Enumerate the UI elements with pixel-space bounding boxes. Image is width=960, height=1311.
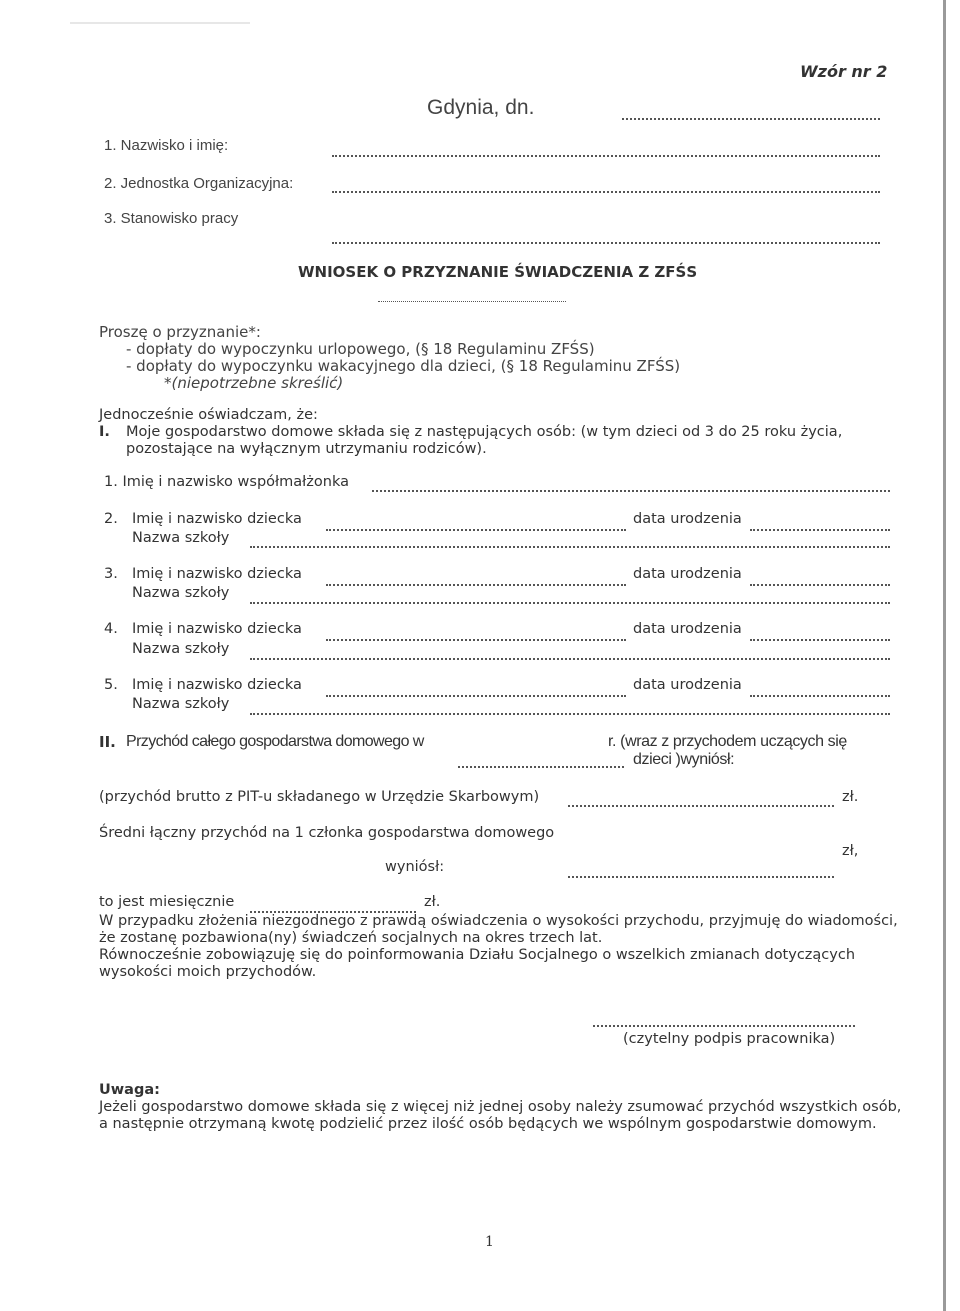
scan-edge <box>943 0 946 1311</box>
child-name-label: Imię i nazwisko dziecka <box>132 621 302 637</box>
child-school-field[interactable] <box>250 713 890 715</box>
child-school-field[interactable] <box>250 602 890 604</box>
child-dob-label: data urodzenia <box>633 566 742 582</box>
child-school-label: Nazwa szkoły <box>132 585 230 601</box>
city-date-label: Gdynia, dn. <box>427 96 535 119</box>
document-title: WNIOSEK O PRZYZNANIE ŚWIADCZENIA Z ZFŚS <box>298 263 698 281</box>
statement-line: Równocześnie zobowiązuję się do poinformowania Działu Socjalnego o wszelkich zmianach dotyczących <box>99 947 856 963</box>
section-2-label: Przychód całego gospodarstwa domowego w <box>126 733 424 750</box>
year-suffix-cont: dzieci )wyniósł: <box>633 751 735 768</box>
request-intro: Proszę o przyznanie*: <box>99 323 261 341</box>
child-dob-field[interactable] <box>750 529 890 531</box>
child-school-label: Nazwa szkoły <box>132 530 230 546</box>
signature-field[interactable] <box>593 1025 855 1027</box>
average-income-sublabel: wyniósł: <box>385 859 445 875</box>
request-footnote: *(niepotrzebne skreślić) <box>164 374 344 392</box>
date-field[interactable] <box>622 118 880 120</box>
note-line: a następnie otrzymaną kwotę podzielić przez ilość osób będących we wspólnym gospodarstwie domowym. <box>99 1116 877 1132</box>
child-dob-label: data urodzenia <box>633 621 742 637</box>
spouse-label: 1. Imię i nazwisko współmałżonka <box>104 474 349 490</box>
child-number: 3. <box>104 566 118 582</box>
position-label: 3. Stanowisko pracy <box>104 210 239 227</box>
child-dob-field[interactable] <box>750 695 890 697</box>
child-name-field[interactable] <box>326 529 626 531</box>
scan-smudge <box>70 22 250 24</box>
section-1-text-cont: pozostające na wyłącznym utrzymaniu rodziców). <box>126 441 487 457</box>
monthly-income-label: to jest miesięcznie <box>99 894 235 910</box>
child-school-label: Nazwa szkoły <box>132 696 230 712</box>
child-name-field[interactable] <box>326 695 626 697</box>
spouse-field[interactable] <box>372 490 890 492</box>
gross-income-field[interactable] <box>568 805 834 807</box>
request-item-vacation: - dopłaty do wypoczynku urlopowego, (§ 18 Regulaminu ZFŚS) <box>126 340 595 358</box>
currency-label: zł. <box>842 789 859 805</box>
currency-label: zł. <box>424 894 441 910</box>
statement-line: że zostanę pozbawiona(ny) świadczeń socjalnych na okres trzech lat. <box>99 930 603 946</box>
child-school-field[interactable] <box>250 658 890 660</box>
page-number: 1 <box>485 1234 494 1250</box>
title-underline <box>378 301 566 302</box>
year-field[interactable] <box>458 766 624 768</box>
child-dob-field[interactable] <box>750 639 890 641</box>
child-name-label: Imię i nazwisko dziecka <box>132 511 302 527</box>
section-1-text: Moje gospodarstwo domowe składa się z następujących osób: (w tym dzieci od 3 do 25 roku życia, <box>126 424 843 440</box>
form-number: Wzór nr 2 <box>800 62 888 81</box>
child-name-field[interactable] <box>326 584 626 586</box>
child-school-field[interactable] <box>250 546 890 548</box>
year-suffix: r. (wraz z przychodem uczących się <box>608 733 847 750</box>
child-dob-field[interactable] <box>750 584 890 586</box>
child-name-label: Imię i nazwisko dziecka <box>132 566 302 582</box>
average-income-field[interactable] <box>568 876 834 878</box>
child-number: 4. <box>104 621 118 637</box>
section-1-number: I. <box>99 424 110 440</box>
signature-label: (czytelny podpis pracownika) <box>623 1031 836 1047</box>
child-number: 5. <box>104 677 118 693</box>
note-line: Jeżeli gospodarstwo domowe składa się z więcej niż jednej osoby należy zsumować przychód wszystkich osób, <box>99 1099 902 1115</box>
gross-income-label: (przychód brutto z PIT-u składanego w Urzędzie Skarbowym) <box>99 789 540 805</box>
position-field[interactable] <box>332 242 880 244</box>
section-2-number: II. <box>99 733 116 751</box>
name-label: 1. Nazwisko i imię: <box>104 137 229 154</box>
request-item-children: - dopłaty do wypoczynku wakacyjnego dla dzieci, (§ 18 Regulaminu ZFŚS) <box>126 357 681 375</box>
average-income-label: Średni łączny przychód na 1 członka gospodarstwa domowego <box>99 825 555 841</box>
name-field[interactable] <box>332 155 880 157</box>
declaration-intro: Jednocześnie oświadczam, że: <box>99 407 318 423</box>
child-dob-label: data urodzenia <box>633 677 742 693</box>
child-number: 2. <box>104 511 118 527</box>
child-name-field[interactable] <box>326 639 626 641</box>
statement-line: wysokości moich przychodów. <box>99 964 317 980</box>
child-dob-label: data urodzenia <box>633 511 742 527</box>
note-heading: Uwaga: <box>99 1082 160 1098</box>
currency-label: zł, <box>842 843 859 859</box>
unit-label: 2. Jednostka Organizacyjna: <box>104 175 294 192</box>
statement-line: W przypadku złożenia niezgodnego z prawdą oświadczenia o wysokości przychodu, przyjmuję do wiadomości, <box>99 913 898 929</box>
child-school-label: Nazwa szkoły <box>132 641 230 657</box>
child-name-label: Imię i nazwisko dziecka <box>132 677 302 693</box>
unit-field[interactable] <box>332 191 880 193</box>
